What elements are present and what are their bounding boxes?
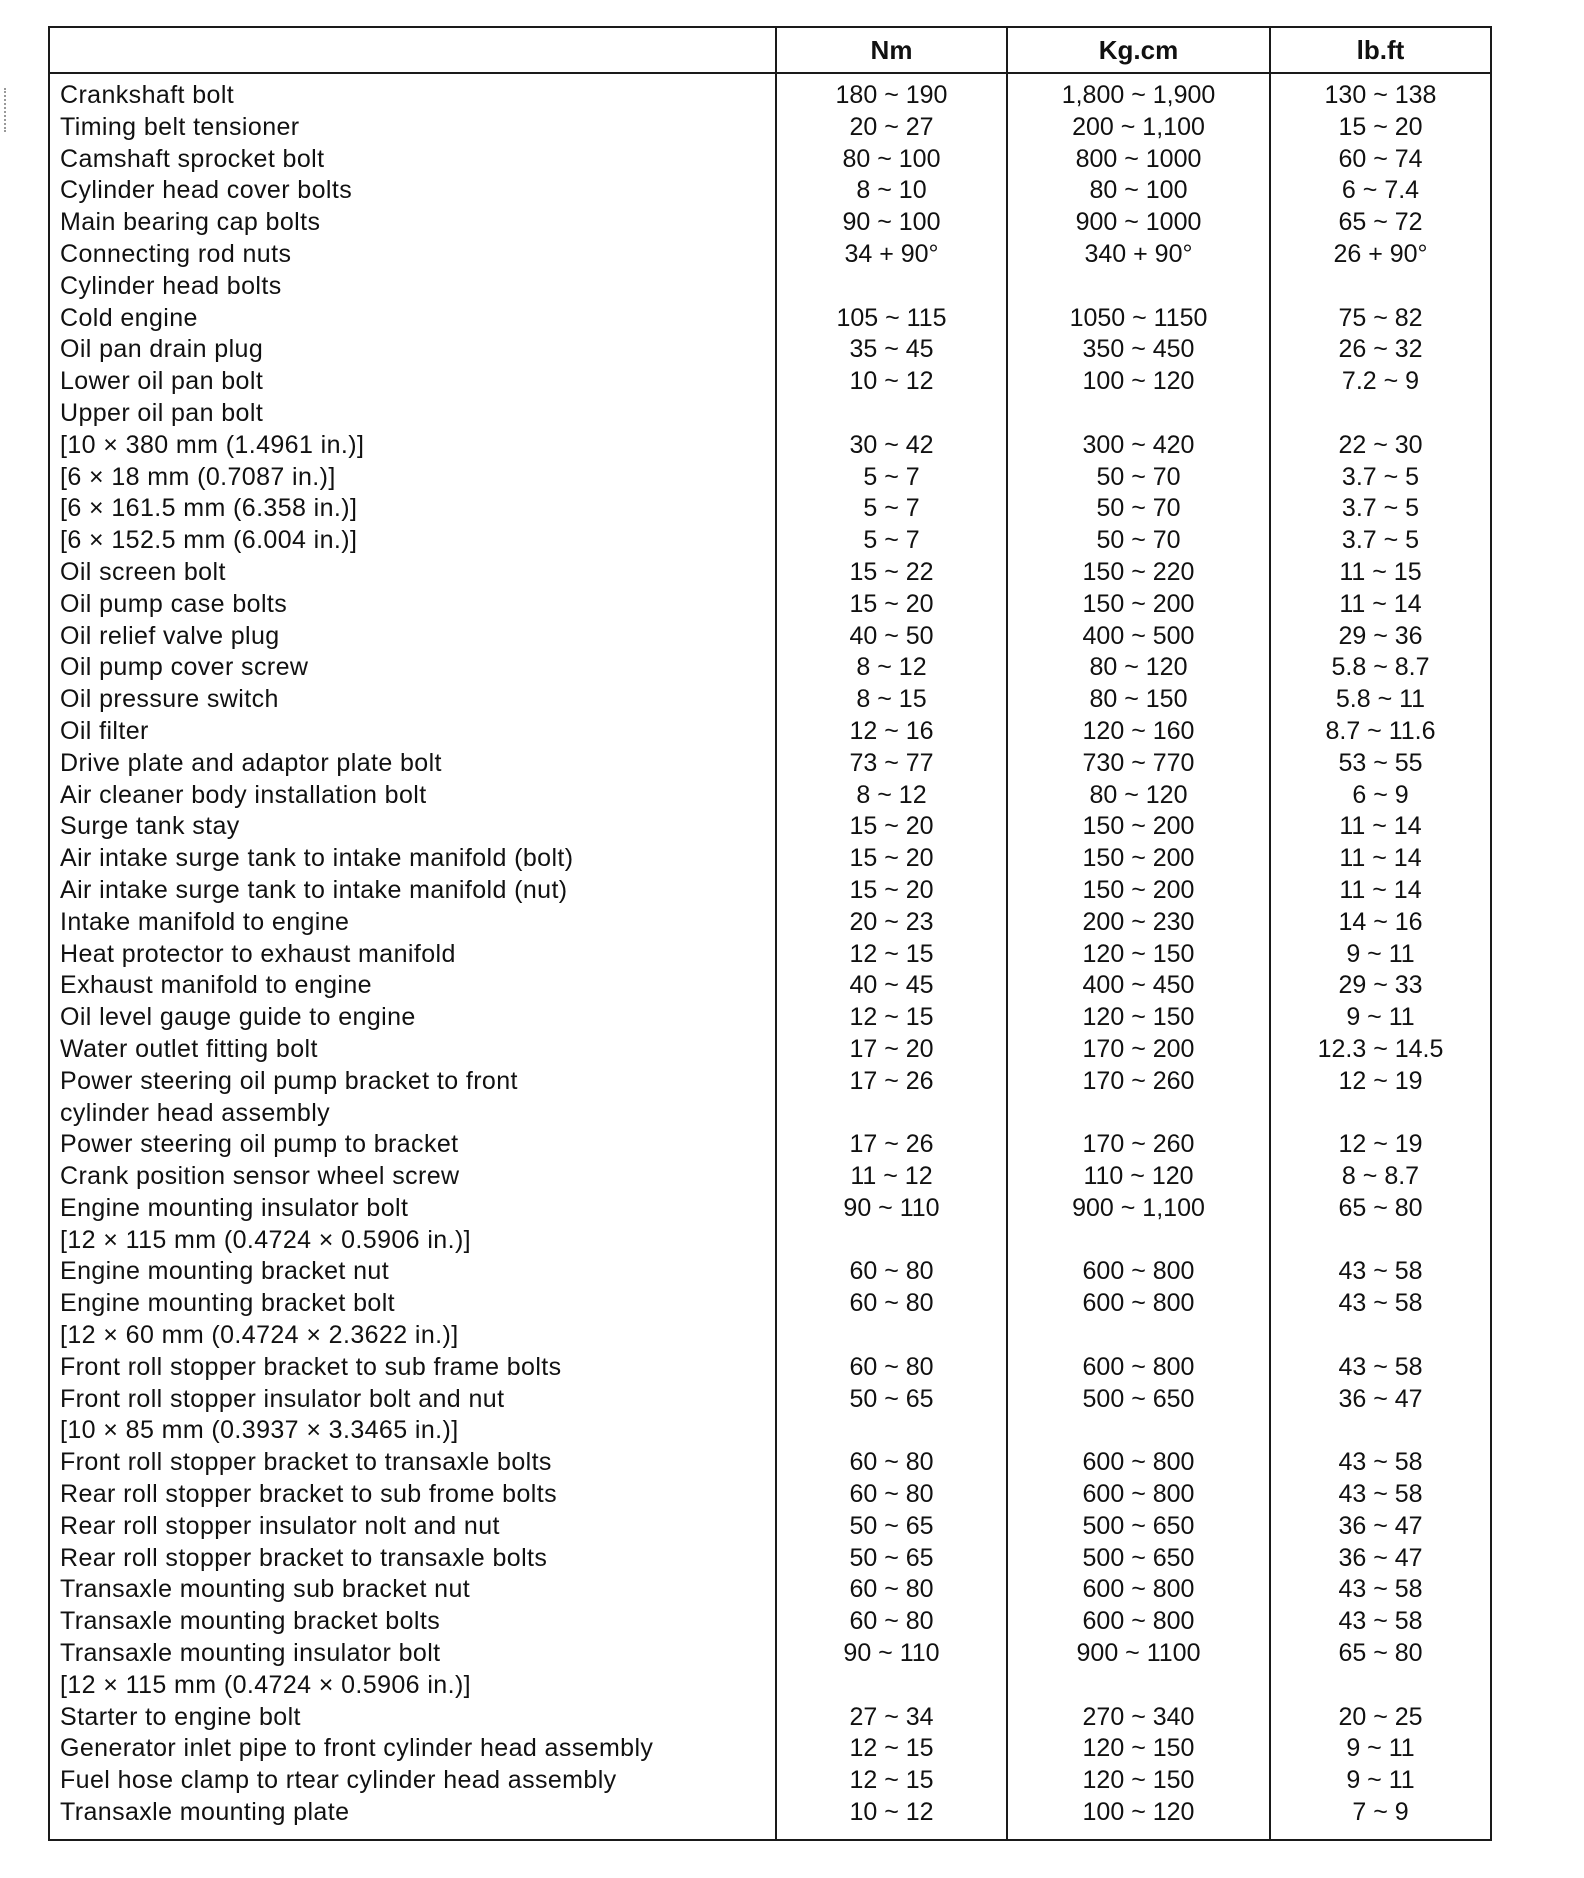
row-value-nm: 20 ~ 27 xyxy=(776,112,1007,144)
row-value-lbft: 11 ~ 14 xyxy=(1270,843,1491,875)
table-row xyxy=(49,271,1491,303)
table-row xyxy=(49,1765,1491,1797)
row-value-kgcm: 270 ~ 340 xyxy=(1007,1702,1270,1734)
row-value-lbft: 43 ~ 58 xyxy=(1270,1288,1491,1320)
row-value-kgcm: 900 ~ 1000 xyxy=(1007,207,1270,239)
row-value-kgcm: 50 ~ 70 xyxy=(1007,493,1270,525)
row-value-lbft xyxy=(1270,271,1491,303)
row-value-lbft: 36 ~ 47 xyxy=(1270,1384,1491,1416)
row-value-lbft: 26 + 90° xyxy=(1270,239,1491,271)
row-value-lbft: 36 ~ 47 xyxy=(1270,1543,1491,1575)
row-value-nm: 11 ~ 12 xyxy=(776,1161,1007,1193)
row-value-nm: 12 ~ 15 xyxy=(776,939,1007,971)
row-value-nm: 15 ~ 20 xyxy=(776,875,1007,907)
row-item-label: Air intake surge tank to intake manifold (nut) xyxy=(60,875,568,904)
margin-mark xyxy=(4,88,12,132)
row-item-label: Generator inlet pipe to front cylinder head assembly xyxy=(60,1734,654,1763)
row-value-nm xyxy=(776,1225,1007,1257)
table-row xyxy=(49,1002,1491,1034)
row-value-lbft: 11 ~ 14 xyxy=(1270,875,1491,907)
table-header-row xyxy=(49,27,1491,73)
row-item-label: Exhaust manifold to engine xyxy=(60,971,372,1000)
table-row xyxy=(49,1384,1491,1416)
table-row xyxy=(49,970,1491,1002)
row-value-nm: 17 ~ 26 xyxy=(776,1129,1007,1161)
row-value-kgcm: 120 ~ 150 xyxy=(1007,939,1270,971)
table-row xyxy=(49,398,1491,430)
row-value-nm: 90 ~ 110 xyxy=(776,1193,1007,1225)
row-value-kgcm: 600 ~ 800 xyxy=(1007,1479,1270,1511)
row-item-label: Transaxle mounting sub bracket nut xyxy=(60,1575,471,1604)
row-value-kgcm: 120 ~ 150 xyxy=(1007,1733,1270,1765)
row-item-label: Oil pressure switch xyxy=(60,685,279,714)
row-value-nm: 10 ~ 12 xyxy=(776,1797,1007,1840)
row-item-label: Oil pan drain plug xyxy=(60,335,264,364)
table-row xyxy=(49,1479,1491,1511)
row-value-kgcm: 200 ~ 1,100 xyxy=(1007,112,1270,144)
row-item-label: Oil pump case bolts xyxy=(60,589,288,618)
table-row xyxy=(49,1320,1491,1352)
row-value-nm: 8 ~ 15 xyxy=(776,684,1007,716)
row-item-label: Water outlet fitting bolt xyxy=(60,1034,318,1063)
table-row xyxy=(49,239,1491,271)
row-value-nm: 90 ~ 100 xyxy=(776,207,1007,239)
row-value-nm: 40 ~ 45 xyxy=(776,970,1007,1002)
row-item-label: Rear roll stopper bracket to transaxle bolts xyxy=(60,1543,548,1572)
row-value-kgcm: 110 ~ 120 xyxy=(1007,1161,1270,1193)
row-item-label: Lower oil pan bolt xyxy=(60,367,264,396)
row-value-lbft: 11 ~ 14 xyxy=(1270,589,1491,621)
row-value-kgcm: 200 ~ 230 xyxy=(1007,907,1270,939)
row-value-nm: 15 ~ 20 xyxy=(776,811,1007,843)
table-row xyxy=(49,1511,1491,1543)
row-value-lbft: 65 ~ 72 xyxy=(1270,207,1491,239)
row-value-kgcm: 400 ~ 500 xyxy=(1007,621,1270,653)
table-row xyxy=(49,1352,1491,1384)
row-value-lbft: 14 ~ 16 xyxy=(1270,907,1491,939)
row-item-label: Cylinder head cover bolts xyxy=(60,176,353,205)
row-value-lbft xyxy=(1270,1415,1491,1447)
row-value-nm: 8 ~ 10 xyxy=(776,175,1007,207)
row-value-kgcm: 800 ~ 1000 xyxy=(1007,144,1270,176)
row-item-label: Upper oil pan bolt xyxy=(60,398,264,427)
row-value-kgcm xyxy=(1007,1670,1270,1702)
table-row xyxy=(49,1034,1491,1066)
row-value-nm: 60 ~ 80 xyxy=(776,1574,1007,1606)
row-value-lbft: 12 ~ 19 xyxy=(1270,1129,1491,1161)
row-item-label: Connecting rod nuts xyxy=(60,239,292,268)
row-value-lbft: 5.8 ~ 11 xyxy=(1270,684,1491,716)
torque-spec-table xyxy=(48,26,1492,1841)
row-value-nm: 90 ~ 110 xyxy=(776,1638,1007,1670)
row-value-lbft: 15 ~ 20 xyxy=(1270,112,1491,144)
row-value-lbft: 43 ~ 58 xyxy=(1270,1352,1491,1384)
row-item-label: Front roll stopper insulator bolt and nut xyxy=(60,1384,505,1413)
row-value-kgcm: 600 ~ 800 xyxy=(1007,1256,1270,1288)
row-value-lbft: 20 ~ 25 xyxy=(1270,1702,1491,1734)
row-value-kgcm: 600 ~ 800 xyxy=(1007,1574,1270,1606)
table-row xyxy=(49,303,1491,335)
row-value-nm: 12 ~ 15 xyxy=(776,1733,1007,1765)
row-item-label: Front roll stopper bracket to sub frame bolts xyxy=(60,1352,562,1381)
row-value-lbft: 3.7 ~ 5 xyxy=(1270,462,1491,494)
row-value-kgcm: 900 ~ 1,100 xyxy=(1007,1193,1270,1225)
row-item-label: Cylinder head bolts xyxy=(60,271,282,300)
row-item-label: Fuel hose clamp to rtear cylinder head assembly xyxy=(60,1766,617,1795)
table-row xyxy=(49,1288,1491,1320)
row-item-label: Engine mounting bracket bolt xyxy=(60,1289,396,1318)
row-item-label: Heat protector to exhaust manifold xyxy=(60,939,456,968)
row-value-kgcm xyxy=(1007,271,1270,303)
row-value-kgcm: 170 ~ 260 xyxy=(1007,1066,1270,1098)
row-value-kgcm: 170 ~ 260 xyxy=(1007,1129,1270,1161)
header-item xyxy=(49,27,776,73)
row-value-nm: 5 ~ 7 xyxy=(776,525,1007,557)
row-item-label: [12 × 60 mm (0.4724 × 2.3622 in.)] xyxy=(60,1321,459,1350)
row-value-nm: 35 ~ 45 xyxy=(776,334,1007,366)
table-row xyxy=(49,1161,1491,1193)
row-value-kgcm: 170 ~ 200 xyxy=(1007,1034,1270,1066)
row-value-nm: 50 ~ 65 xyxy=(776,1384,1007,1416)
table-row xyxy=(49,1066,1491,1098)
row-item-label: Rear roll stopper bracket to sub frome bolts xyxy=(60,1480,557,1509)
row-value-lbft: 3.7 ~ 5 xyxy=(1270,493,1491,525)
row-item-label: [6 × 161.5 mm (6.358 in.)] xyxy=(60,494,358,523)
row-item-label: Oil screen bolt xyxy=(60,557,226,586)
table-row xyxy=(49,843,1491,875)
row-value-kgcm xyxy=(1007,1320,1270,1352)
row-item-label: Air intake surge tank to intake manifold (bolt) xyxy=(60,844,574,873)
row-item-label: Transaxle mounting insulator bolt xyxy=(60,1639,441,1668)
row-item-label: Camshaft sprocket bolt xyxy=(60,144,325,173)
table-row xyxy=(49,462,1491,494)
row-item-label: Oil filter xyxy=(60,716,149,745)
row-value-kgcm xyxy=(1007,1225,1270,1257)
row-value-lbft: 75 ~ 82 xyxy=(1270,303,1491,335)
row-value-kgcm xyxy=(1007,1098,1270,1130)
row-value-lbft: 6 ~ 9 xyxy=(1270,780,1491,812)
row-value-kgcm: 80 ~ 100 xyxy=(1007,175,1270,207)
row-value-kgcm: 500 ~ 650 xyxy=(1007,1511,1270,1543)
row-value-kgcm: 600 ~ 800 xyxy=(1007,1352,1270,1384)
row-item-label: Intake manifold to engine xyxy=(60,907,350,936)
row-item-label: Timing belt tensioner xyxy=(60,112,300,141)
row-value-kgcm xyxy=(1007,398,1270,430)
row-value-kgcm: 500 ~ 650 xyxy=(1007,1543,1270,1575)
header-kgcm: Kg.cm xyxy=(1007,27,1270,73)
row-value-lbft: 29 ~ 36 xyxy=(1270,621,1491,653)
table-row xyxy=(49,1702,1491,1734)
row-value-lbft: 6 ~ 7.4 xyxy=(1270,175,1491,207)
table-row xyxy=(49,589,1491,621)
table-row xyxy=(49,144,1491,176)
table-row xyxy=(49,1415,1491,1447)
row-value-nm: 60 ~ 80 xyxy=(776,1479,1007,1511)
table-row xyxy=(49,1193,1491,1225)
row-item-label: [10 × 380 mm (1.4961 in.)] xyxy=(60,430,365,459)
row-value-nm xyxy=(776,1415,1007,1447)
row-value-kgcm: 80 ~ 120 xyxy=(1007,652,1270,684)
row-value-nm: 27 ~ 34 xyxy=(776,1702,1007,1734)
row-item-label: Engine mounting insulator bolt xyxy=(60,1193,409,1222)
row-item-label: Crank position sensor wheel screw xyxy=(60,1162,460,1191)
row-item-label: [12 × 115 mm (0.4724 × 0.5906 in.)] xyxy=(60,1225,472,1254)
row-value-nm xyxy=(776,1320,1007,1352)
table-row xyxy=(49,907,1491,939)
row-value-lbft: 9 ~ 11 xyxy=(1270,1733,1491,1765)
row-value-lbft: 130 ~ 138 xyxy=(1270,73,1491,112)
row-item-label: Front roll stopper bracket to transaxle bolts xyxy=(60,1448,552,1477)
row-value-kgcm: 150 ~ 200 xyxy=(1007,843,1270,875)
row-item-label: [6 × 152.5 mm (6.004 in.)] xyxy=(60,526,358,555)
row-value-nm: 5 ~ 7 xyxy=(776,493,1007,525)
row-value-kgcm: 120 ~ 150 xyxy=(1007,1765,1270,1797)
row-item-label: [10 × 85 mm (0.3937 × 3.3465 in.)] xyxy=(60,1416,459,1445)
row-value-nm xyxy=(776,1670,1007,1702)
row-value-kgcm: 50 ~ 70 xyxy=(1007,525,1270,557)
row-value-lbft: 43 ~ 58 xyxy=(1270,1574,1491,1606)
row-item-label: Starter to engine bolt xyxy=(60,1702,301,1731)
row-value-kgcm: 1,800 ~ 1,900 xyxy=(1007,73,1270,112)
row-value-nm xyxy=(776,271,1007,303)
row-value-nm: 180 ~ 190 xyxy=(776,73,1007,112)
row-value-kgcm: 150 ~ 200 xyxy=(1007,811,1270,843)
row-value-nm: 60 ~ 80 xyxy=(776,1447,1007,1479)
row-value-kgcm: 1050 ~ 1150 xyxy=(1007,303,1270,335)
table-row xyxy=(49,1638,1491,1670)
row-value-nm: 15 ~ 20 xyxy=(776,843,1007,875)
table-row xyxy=(49,1256,1491,1288)
table-row xyxy=(49,748,1491,780)
row-value-kgcm: 150 ~ 200 xyxy=(1007,589,1270,621)
row-value-lbft: 36 ~ 47 xyxy=(1270,1511,1491,1543)
row-item-label: [6 × 18 mm (0.7087 in.)] xyxy=(60,462,336,491)
row-value-nm: 20 ~ 23 xyxy=(776,907,1007,939)
table-row xyxy=(49,811,1491,843)
row-value-lbft: 9 ~ 11 xyxy=(1270,1002,1491,1034)
table-row xyxy=(49,652,1491,684)
row-value-nm: 60 ~ 80 xyxy=(776,1352,1007,1384)
row-value-kgcm xyxy=(1007,1415,1270,1447)
header-lbft: lb.ft xyxy=(1270,27,1491,73)
row-item-label: [12 × 115 mm (0.4724 × 0.5906 in.)] xyxy=(60,1670,472,1699)
row-value-kgcm: 150 ~ 200 xyxy=(1007,875,1270,907)
row-value-nm: 30 ~ 42 xyxy=(776,430,1007,462)
row-item-label: Oil pump cover screw xyxy=(60,653,309,682)
row-value-nm: 12 ~ 15 xyxy=(776,1765,1007,1797)
row-value-kgcm: 80 ~ 150 xyxy=(1007,684,1270,716)
row-value-kgcm: 730 ~ 770 xyxy=(1007,748,1270,780)
row-value-kgcm: 600 ~ 800 xyxy=(1007,1447,1270,1479)
row-value-lbft: 7 ~ 9 xyxy=(1270,1797,1491,1840)
row-value-lbft xyxy=(1270,1320,1491,1352)
row-value-lbft: 53 ~ 55 xyxy=(1270,748,1491,780)
header-nm: Nm xyxy=(776,27,1007,73)
row-value-kgcm: 350 ~ 450 xyxy=(1007,334,1270,366)
row-value-kgcm: 100 ~ 120 xyxy=(1007,1797,1270,1840)
row-value-kgcm: 600 ~ 800 xyxy=(1007,1606,1270,1638)
row-item-label: Transaxle mounting bracket bolts xyxy=(60,1607,441,1636)
row-value-nm: 12 ~ 15 xyxy=(776,1002,1007,1034)
table-row xyxy=(49,939,1491,971)
row-value-lbft xyxy=(1270,398,1491,430)
table-row xyxy=(49,1670,1491,1702)
row-value-lbft: 11 ~ 14 xyxy=(1270,811,1491,843)
row-value-lbft: 43 ~ 58 xyxy=(1270,1256,1491,1288)
row-item-label: Transaxle mounting plate xyxy=(60,1798,350,1827)
row-value-nm: 10 ~ 12 xyxy=(776,366,1007,398)
row-value-kgcm: 100 ~ 120 xyxy=(1007,366,1270,398)
row-value-lbft: 3.7 ~ 5 xyxy=(1270,525,1491,557)
row-value-kgcm: 120 ~ 160 xyxy=(1007,716,1270,748)
table-row xyxy=(49,525,1491,557)
table-row xyxy=(49,1797,1491,1840)
row-value-nm: 17 ~ 26 xyxy=(776,1066,1007,1098)
row-item-label: Rear roll stopper insulator nolt and nut xyxy=(60,1511,500,1540)
table-row xyxy=(49,557,1491,589)
row-item-label: Drive plate and adaptor plate bolt xyxy=(60,748,442,777)
table-row xyxy=(49,875,1491,907)
row-value-nm: 12 ~ 16 xyxy=(776,716,1007,748)
row-value-lbft: 8.7 ~ 11.6 xyxy=(1270,716,1491,748)
row-value-nm: 60 ~ 80 xyxy=(776,1288,1007,1320)
table-body xyxy=(49,73,1491,1840)
row-value-nm: 17 ~ 20 xyxy=(776,1034,1007,1066)
table-row xyxy=(49,1606,1491,1638)
row-value-lbft: 43 ~ 58 xyxy=(1270,1606,1491,1638)
row-item-label: Air cleaner body installation bolt xyxy=(60,780,427,809)
table-row xyxy=(49,1225,1491,1257)
row-value-kgcm: 50 ~ 70 xyxy=(1007,462,1270,494)
row-item-label: Oil relief valve plug xyxy=(60,621,280,650)
row-item-label: Oil level gauge guide to engine xyxy=(60,1003,416,1032)
row-item-label: Main bearing cap bolts xyxy=(60,208,321,237)
row-value-nm: 8 ~ 12 xyxy=(776,652,1007,684)
row-value-kgcm: 340 + 90° xyxy=(1007,239,1270,271)
table-row xyxy=(49,112,1491,144)
row-value-kgcm: 120 ~ 150 xyxy=(1007,1002,1270,1034)
table-row xyxy=(49,716,1491,748)
table-row xyxy=(49,1543,1491,1575)
table-row xyxy=(49,1447,1491,1479)
row-item-label: Power steering oil pump to bracket xyxy=(60,1130,459,1159)
row-value-lbft: 9 ~ 11 xyxy=(1270,1765,1491,1797)
row-value-lbft: 12 ~ 19 xyxy=(1270,1066,1491,1098)
row-value-lbft: 60 ~ 74 xyxy=(1270,144,1491,176)
row-item-label: Surge tank stay xyxy=(60,812,240,841)
table-row xyxy=(49,1574,1491,1606)
table-row xyxy=(49,207,1491,239)
row-value-nm: 8 ~ 12 xyxy=(776,780,1007,812)
row-value-lbft: 26 ~ 32 xyxy=(1270,334,1491,366)
row-value-kgcm: 600 ~ 800 xyxy=(1007,1288,1270,1320)
row-value-lbft: 43 ~ 58 xyxy=(1270,1479,1491,1511)
table-row xyxy=(49,780,1491,812)
table-row xyxy=(49,621,1491,653)
row-value-lbft: 29 ~ 33 xyxy=(1270,970,1491,1002)
table-row xyxy=(49,1733,1491,1765)
row-value-nm: 5 ~ 7 xyxy=(776,462,1007,494)
row-value-nm xyxy=(776,398,1007,430)
row-value-lbft: 5.8 ~ 8.7 xyxy=(1270,652,1491,684)
row-value-kgcm: 150 ~ 220 xyxy=(1007,557,1270,589)
row-value-nm: 50 ~ 65 xyxy=(776,1511,1007,1543)
row-value-kgcm: 500 ~ 650 xyxy=(1007,1384,1270,1416)
row-value-lbft: 12.3 ~ 14.5 xyxy=(1270,1034,1491,1066)
row-value-nm: 34 + 90° xyxy=(776,239,1007,271)
row-value-lbft: 65 ~ 80 xyxy=(1270,1193,1491,1225)
row-value-lbft: 8 ~ 8.7 xyxy=(1270,1161,1491,1193)
row-value-nm: 50 ~ 65 xyxy=(776,1543,1007,1575)
table-row xyxy=(49,366,1491,398)
row-value-nm: 105 ~ 115 xyxy=(776,303,1007,335)
row-value-nm: 73 ~ 77 xyxy=(776,748,1007,780)
row-value-lbft: 7.2 ~ 9 xyxy=(1270,366,1491,398)
row-value-lbft xyxy=(1270,1670,1491,1702)
row-value-lbft xyxy=(1270,1098,1491,1130)
row-value-nm: 15 ~ 20 xyxy=(776,589,1007,621)
row-value-lbft: 11 ~ 15 xyxy=(1270,557,1491,589)
row-value-lbft xyxy=(1270,1225,1491,1257)
table-row xyxy=(49,334,1491,366)
row-value-lbft: 9 ~ 11 xyxy=(1270,939,1491,971)
row-value-lbft: 43 ~ 58 xyxy=(1270,1447,1491,1479)
row-value-lbft: 22 ~ 30 xyxy=(1270,430,1491,462)
row-value-nm: 60 ~ 80 xyxy=(776,1606,1007,1638)
row-value-lbft: 65 ~ 80 xyxy=(1270,1638,1491,1670)
row-value-kgcm: 300 ~ 420 xyxy=(1007,430,1270,462)
row-item-label: Engine mounting bracket nut xyxy=(60,1257,390,1286)
row-item-label: Cold engine xyxy=(60,303,198,332)
table-row xyxy=(49,1098,1491,1130)
row-item-label: cylinder head assembly xyxy=(60,1098,331,1127)
table-row xyxy=(49,430,1491,462)
row-item-label: Crankshaft bolt xyxy=(60,81,235,109)
row-value-kgcm: 400 ~ 450 xyxy=(1007,970,1270,1002)
table-row xyxy=(49,684,1491,716)
table-row xyxy=(49,175,1491,207)
row-value-nm: 80 ~ 100 xyxy=(776,144,1007,176)
row-value-kgcm: 900 ~ 1100 xyxy=(1007,1638,1270,1670)
table-row xyxy=(49,493,1491,525)
table-row xyxy=(49,1129,1491,1161)
row-value-kgcm: 80 ~ 120 xyxy=(1007,780,1270,812)
row-item-label: Power steering oil pump bracket to front xyxy=(60,1066,518,1095)
row-value-nm: 60 ~ 80 xyxy=(776,1256,1007,1288)
table-row xyxy=(49,73,1491,112)
row-value-nm: 40 ~ 50 xyxy=(776,621,1007,653)
row-value-nm xyxy=(776,1098,1007,1130)
row-value-nm: 15 ~ 22 xyxy=(776,557,1007,589)
